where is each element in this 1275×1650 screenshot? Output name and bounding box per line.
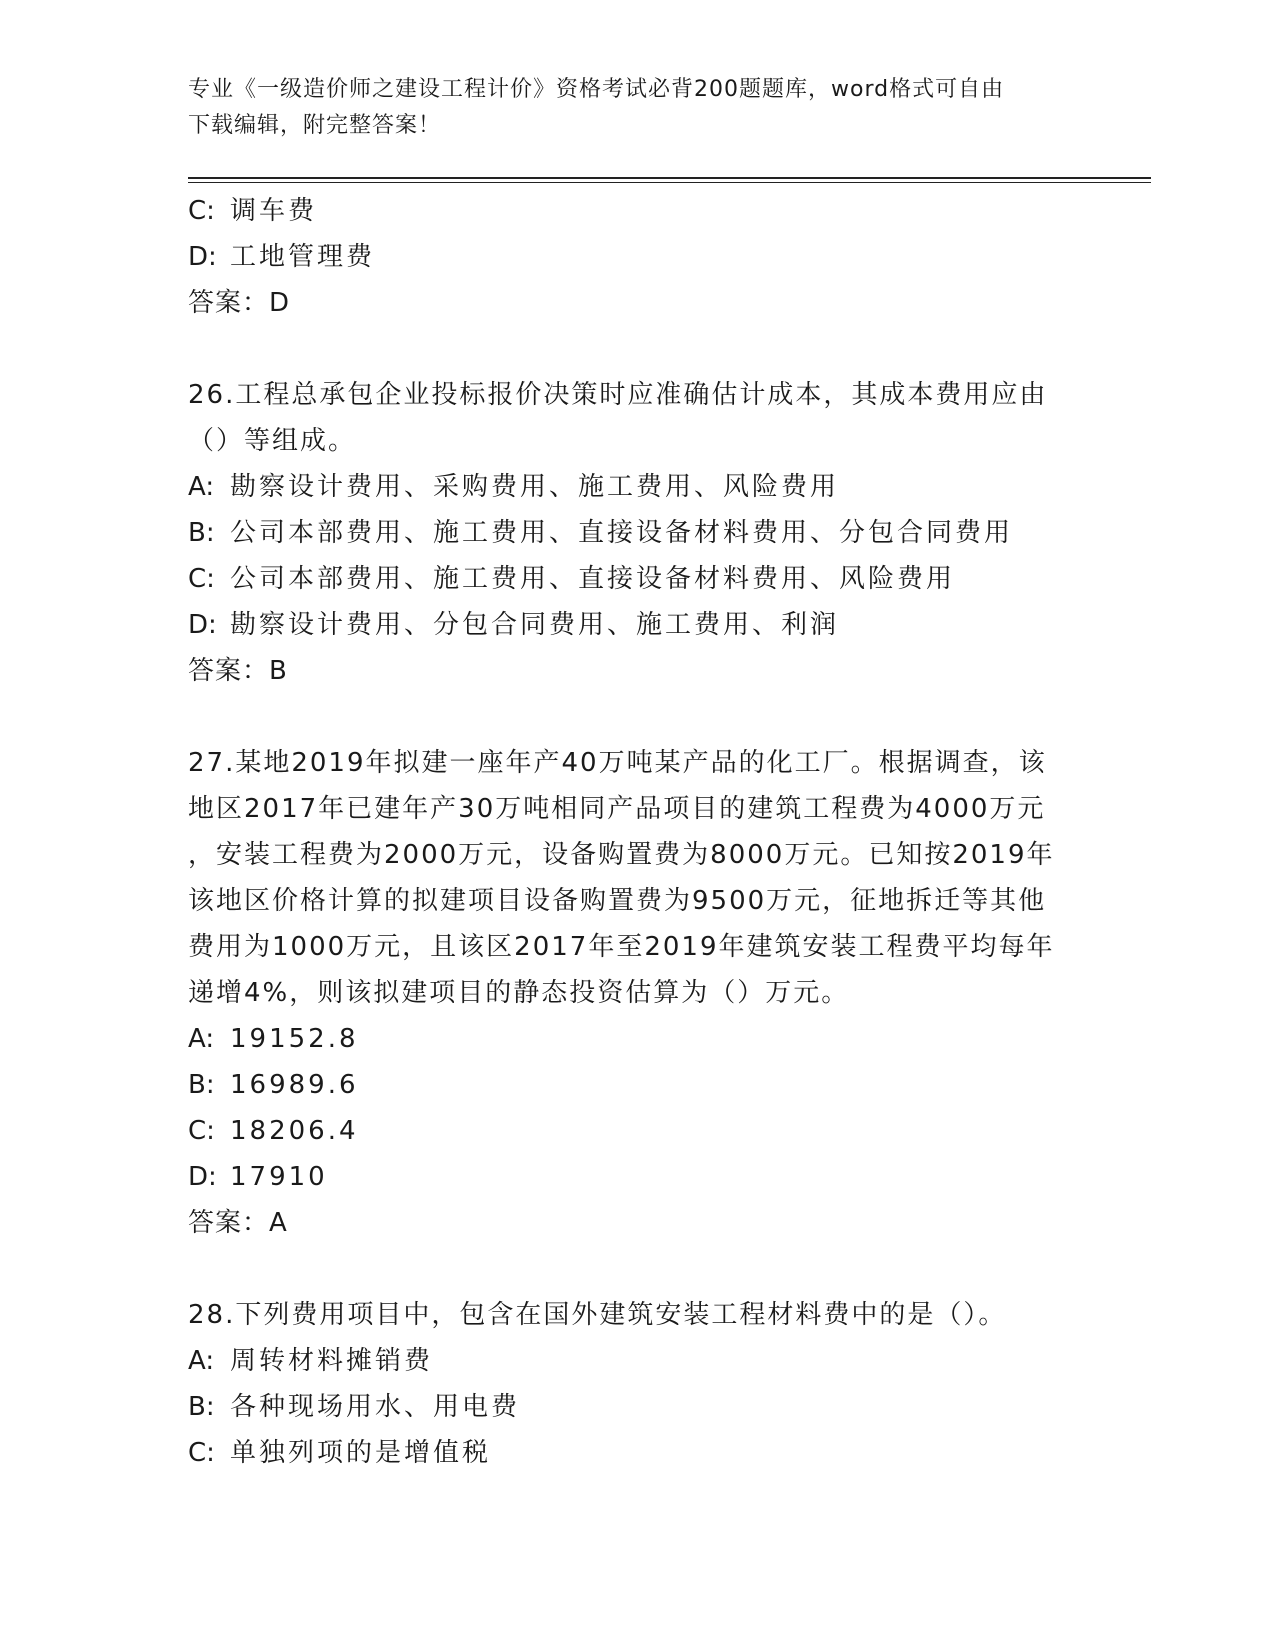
header-divider-thin: [188, 182, 1151, 183]
option-a: [188, 1338, 1068, 1384]
question-28: [188, 1292, 1068, 1476]
question-line: 地区2017年已建年产30万吨相同产品项目的建筑工程费为4000万元: [188, 794, 1046, 824]
option-d: [188, 234, 1068, 280]
question-line: 27.某地2019年拟建一座年产40万吨某产品的化工厂。根据调查，该: [188, 748, 1047, 778]
answer: 答案：A: [188, 1208, 288, 1238]
option-text: 工地管理费: [230, 242, 376, 272]
question-line: （）等组成。: [188, 426, 357, 456]
option-a: [188, 464, 1068, 510]
header-line-2: 下载编辑，附完整答案！: [188, 113, 442, 138]
option-text: 17910: [230, 1162, 328, 1192]
question-list: [188, 188, 1068, 1476]
option-letter: B:: [188, 518, 215, 548]
question-line: 28.下列费用项目中，包含在国外建筑安装工程材料费中的是（）。: [188, 1300, 1007, 1330]
option-letter: A:: [188, 472, 215, 502]
option-b: [188, 1384, 1068, 1430]
option-text: 公司本部费用、施工费用、直接设备材料费用、风险费用: [230, 564, 956, 594]
option-text: 各种现场用水、用电费: [230, 1392, 521, 1422]
option-a: [188, 1016, 1068, 1062]
option-d: [188, 1154, 1068, 1200]
option-letter: C:: [188, 1116, 215, 1146]
answer: 答案：D: [188, 288, 291, 318]
option-text: 勘察设计费用、分包合同费用、施工费用、利润: [230, 610, 840, 640]
option-text: 公司本部费用、施工费用、直接设备材料费用、分包合同费用: [230, 518, 1014, 548]
question-line: 26.工程总承包企业投标报价决策时应准确估计成本，其成本费用应由: [188, 380, 1048, 410]
option-text: 调车费: [230, 196, 318, 226]
option-letter: D:: [188, 610, 217, 640]
question-line: 费用为1000万元，且该区2017年至2019年建筑安装工程费平均每年: [188, 932, 1055, 962]
option-letter: B:: [188, 1392, 215, 1422]
question-line: ，安装工程费为2000万元，设备购置费为8000万元。已知按2019年: [188, 840, 1055, 870]
option-b: [188, 510, 1068, 556]
option-letter: D:: [188, 242, 217, 272]
option-text: 勘察设计费用、采购费用、施工费用、风险费用: [230, 472, 840, 502]
question-line: 该地区价格计算的拟建项目设备购置费为9500万元，征地拆迁等其他: [188, 886, 1047, 916]
option-c: [188, 1108, 1068, 1154]
option-c: [188, 1430, 1068, 1476]
option-letter: A:: [188, 1024, 215, 1054]
question-26: [188, 372, 1068, 694]
option-letter: B:: [188, 1070, 215, 1100]
option-letter: A:: [188, 1346, 215, 1376]
option-text: 单独列项的是增值税: [230, 1438, 492, 1468]
question-25: [188, 188, 1068, 326]
option-letter: C:: [188, 196, 215, 226]
option-c: [188, 188, 1068, 234]
answer: 答案：B: [188, 656, 288, 686]
question-stem: [188, 372, 1068, 464]
option-text: 18206.4: [230, 1116, 359, 1146]
option-b: [188, 1062, 1068, 1108]
option-letter: C:: [188, 564, 215, 594]
option-text: 周转材料摊销费: [230, 1346, 434, 1376]
option-letter: D:: [188, 1162, 217, 1192]
option-text: 19152.8: [230, 1024, 359, 1054]
header-divider-thick: [188, 177, 1151, 179]
question-27: [188, 740, 1068, 1246]
option-c: [188, 556, 1068, 602]
option-text: 16989.6: [230, 1070, 359, 1100]
option-letter: C:: [188, 1438, 215, 1468]
option-d: [188, 602, 1068, 648]
header-line-1: 专业《一级造价师之建设工程计价》资格考试必背200题题库，word格式可自由: [188, 77, 1005, 102]
question-stem: [188, 740, 1068, 1016]
document-header: [188, 72, 1068, 144]
question-line: 递增4%，则该拟建项目的静态投资估算为（）万元。: [188, 978, 850, 1008]
question-stem: [188, 1292, 1068, 1338]
